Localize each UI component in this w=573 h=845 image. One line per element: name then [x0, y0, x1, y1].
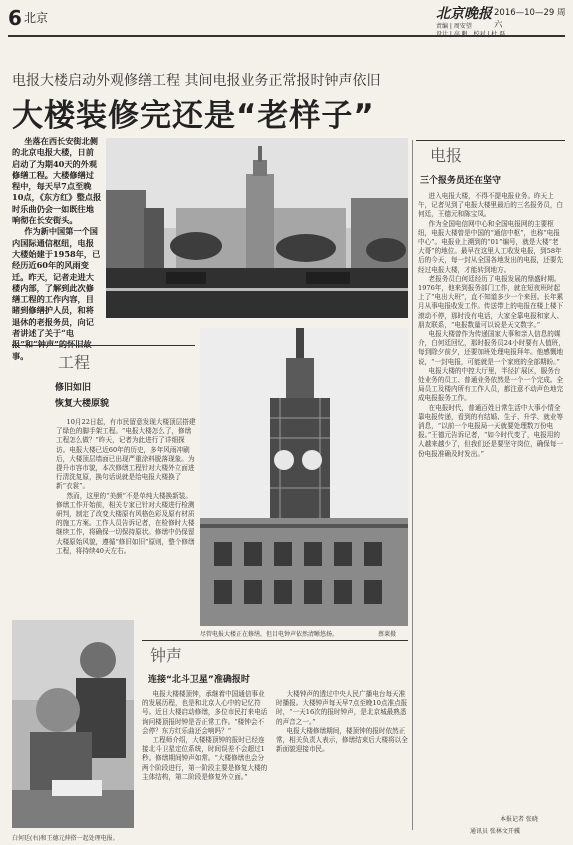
engineering-body	[56, 418, 196, 612]
bell-body-col2	[276, 690, 408, 830]
bell-paragraph: 大楼钟声的透过中央人民广播电台每天准时播报。大楼钟声每天早7点至晚10点准点报时，“一天16次的报时钟声，是北京城最熟悉的声音之一。”	[276, 690, 408, 726]
telegraph-paragraph: 在电报时代，普通百姓日常生活中大事小情全靠电报传递，看到的有结婚、生子、升学、就业等消息，“以前一个电报局一天就要处理数万份电报。”王德元告诉记者，“如今时代变了，电报用的人越来越少了，但我们还是要坚守岗位，确保每一份电报准确及时发出。”	[418, 403, 564, 458]
lead-paragraph: 坐落在西长安街北侧的北京电报大楼，日前启动了为期40天的外观修缮工程。大楼修缮过程中，每天早7点至晚10点，《东方红》整点报时乐曲仍会一如既往地响彻在长安街头。	[12, 136, 102, 226]
article-lead	[12, 136, 102, 362]
byline-2: 通讯员 张林文开骥	[470, 828, 520, 835]
engineering-subtitle-2: 恢复大楼原貌	[55, 399, 110, 409]
telegraph-subtitle: 三个报务员还在坚守	[420, 176, 502, 186]
byline: 本报记者 张晓	[500, 816, 538, 823]
engineering-paragraph: 10月22日起，有市民留意发现大楼顶层搭建了绿色的脚手架工程。“电报大楼怎么了，修缮工程怎么做？”昨天，记者为此进行了详细探访。电报大楼已近60年的历史，多年风雨冲刷后，大楼顶层墙面已出现严重涂料脱落现象。为提升市容市貌，本次修缮工程针对大楼外立面进行清洗复原，换句话说就是给电报大楼换了新“衣裳”。	[56, 418, 196, 491]
section-name: 北京	[24, 11, 49, 25]
bell-paragraph: 电报大楼楼顶钟，承继着中国通信事业的发展历程，也是和北京人心中的记忆符号。近日大楼启动修缮，多位市民打来电话询问楼顶报时钟是否正常工作。“楼钟会不会停？东方红乐曲还会响吗？”	[142, 690, 268, 735]
tower-caption: 尽管电报大楼正在修缮，但目电钟声依然清晰悠扬。	[200, 631, 339, 638]
section-divider-engineering	[12, 345, 195, 346]
engineering-subtitle-1: 修旧如旧	[55, 383, 92, 393]
section-divider-bell	[142, 640, 408, 641]
engineering-paragraph: 然而，这里的“美颜”不是单纯大楼换新装。修缮工作开始前，相关专家已针对大楼进行检测研判，制定了改变大楼原有风格色彩及原有材质的施工方案。工作人员告诉记者，在检修时大楼继续工作，将确保一切保持原状。修缮中仍保留大楼原始风貌，遵循“修旧如旧”原则，整个修缮工程，将持续40天左右。	[56, 491, 195, 555]
newspaper-logo: 北京晚报	[436, 6, 492, 22]
telegraph-paragraph: 老报务员白何廷经历了电报发展的鼎盛时期。1976年，他来到报务部门工作，就在短夜班时起上了“电出大班”，直不知道多少一个来回。长年累月从事电报收发工作。传送带上的电报在楼上楼下滚动不停，那时没有电话，大家全靠电报和家人、朋友联系，“电报数量可以说是天文数字。”	[418, 274, 564, 329]
bell-paragraph: 电报大楼修缮期间，楼顶钟的报时依然正常，相关负责人表示，修缮结束后大楼将以全新面貌迎接市民。	[276, 726, 408, 754]
bell-subtitle: 连接“北斗卫星”准确报时	[148, 675, 250, 685]
telegraph-paragraph: 电报大楼的中控大厅里，半径扩展区，服务台处业务的员工、普通业务依然是一个一个完成。全局员工及楼内所有工作人员，都注意不动声色地完成电报报务工作。	[418, 366, 564, 403]
section-divider-telegraph	[416, 140, 565, 141]
column-rule	[412, 140, 413, 830]
telegraph-paragraph: 进入电报大楼，不得不提电报业务。昨天上午，记者见到了电报大楼里最后的三名报务员，白何廷，王德元和陈宝凤。	[418, 192, 564, 219]
page-number: 6	[8, 6, 22, 30]
tower-photo-credit: 蔡莱摄	[378, 631, 397, 638]
bell-body-col1	[142, 690, 270, 830]
section-label-telegraph: 电报	[430, 146, 463, 165]
article-headline: 大楼装修完还是“老样子”	[12, 98, 375, 134]
bell-paragraph: 工程师介绍，大楼楼顶钟的报时已经连接北斗卫星定位系统，时间误差不会超过1秒。修缮期间钟声如常。“大楼修缮也会分两个阶段进行，第一阶段主要是修复大楼的主体结构，第二阶段是修复外立面。”	[142, 736, 268, 781]
clock-tower-photo	[200, 328, 408, 626]
building-photo	[106, 138, 408, 318]
issue-date: 2016—10—29 周六	[494, 8, 566, 30]
telegraph-paragraph: 作为全国电信网中心和全国电报网的主要枢纽，电报大楼曾是中国的“通信中枢”，也称“电报中心”。电报业上溯到的“01”编号，就是大楼“老大哥”的地位。最早在这里人工收发电报，到58年后的今天，每一封从全国各地发出的电报，还要先经过电报大楼，才能转到地方。	[418, 219, 564, 274]
section-label-engineering: 工程	[58, 353, 91, 372]
header-rule	[8, 35, 565, 37]
section-label-bell: 钟声	[150, 646, 183, 665]
telegraph-paragraph: 电报大楼曾作为传递国家大事和亲人信息的媒介，白何廷回忆，那时报务员24小时要有人值班，每到除夕前夕，还要加班处理电报拜年。他感慨地说，“一封电报，可能就是一个家庭的全部期盼。”	[418, 330, 565, 366]
article-subheadline: 电报大楼启动外观修缮工程 其间电报业务正常报时钟声依旧	[12, 73, 381, 89]
workers-caption: 白何廷(右)和王德元伸搭一起处理电报。	[12, 835, 119, 842]
telegraph-body	[418, 192, 565, 820]
workers-photo	[12, 620, 134, 828]
credit-line-1: 责编 | 周安望	[436, 23, 472, 30]
lead-paragraph: 作为新中国第一个国内国际通信枢纽，电报大楼始建于1958年，已经历近60年的风雨变迁。昨天，记者走进大楼内部，了解到此次修缮工程的工作内容，目睹到修缮护人员，和将退休的老报务员，向记者讲述了关于“电报”和“钟声”的怀旧故事。	[12, 226, 101, 361]
